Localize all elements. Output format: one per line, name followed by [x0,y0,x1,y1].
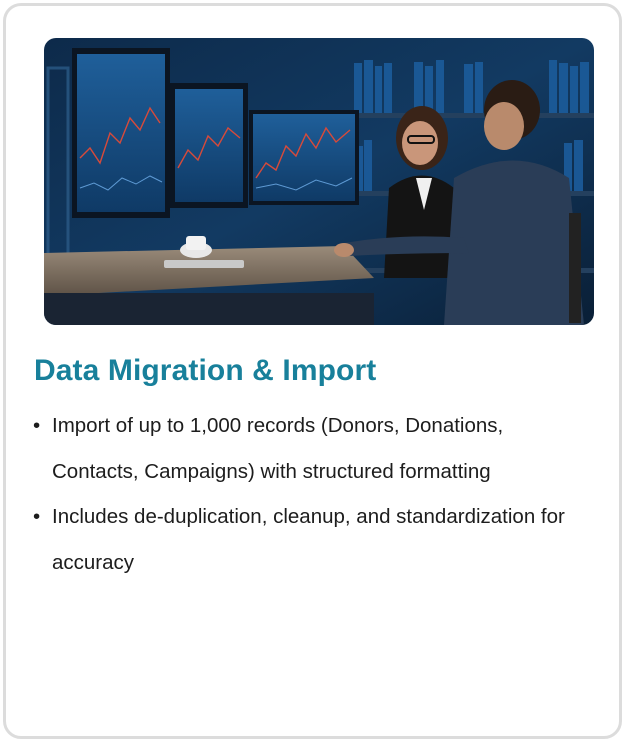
bullet-icon: • [33,505,41,528]
hero-photo [44,38,594,325]
card-title: Data Migration & Import [34,354,377,387]
list-item [28,403,588,494]
list-item [28,494,588,585]
feature-card [3,3,622,739]
list-item-text: Import of up to 1,000 records (Donors, Donations, Contacts, Campaigns) with structured formatting [52,414,504,483]
feature-list [28,403,588,585]
bullet-icon: • [33,414,41,437]
list-item-text: Includes de-duplication, cleanup, and standardization for accuracy [52,505,565,574]
